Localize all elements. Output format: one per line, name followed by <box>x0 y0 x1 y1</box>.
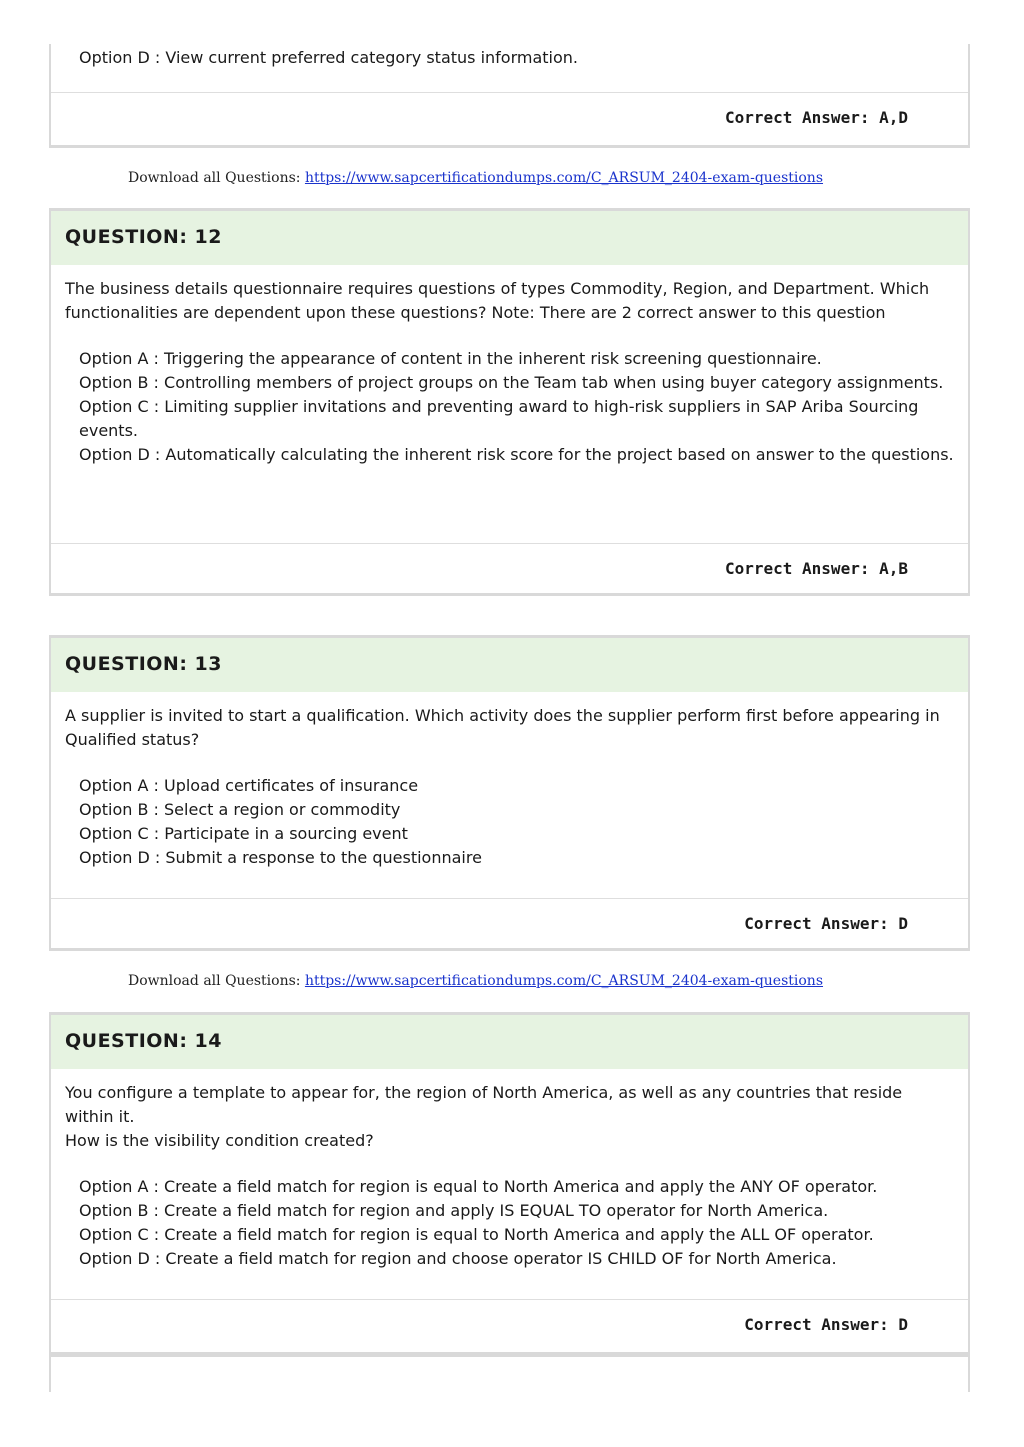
options-list <box>51 325 968 467</box>
question-title: QUESTION: 14 <box>51 1015 968 1069</box>
correct-answer: Correct Answer: A,B <box>724 559 908 578</box>
option-c: Option C : Limiting supplier invitations and preventing award to high-risk suppliers in SAP Ariba Sourcing events. <box>79 397 919 440</box>
option-d: Option D : Create a field match for region and choose operator IS CHILD OF for North America. <box>79 1249 837 1268</box>
option-d: Option D : Automatically calculating the inherent risk score for the project based on answer to the questions. <box>79 445 954 464</box>
correct-answer: Correct Answer: D <box>744 914 908 933</box>
question-text-line: How is the visibility condition created? <box>65 1131 374 1150</box>
download-label: Download all Questions: <box>128 170 301 186</box>
correct-answer: Correct Answer: A,D <box>724 108 908 127</box>
option-a: Option A : Triggering the appearance of content in the inherent risk screening questionnaire. <box>79 349 822 368</box>
correct-answer: Correct Answer: D <box>744 1315 908 1334</box>
download-label: Download all Questions: <box>128 973 301 989</box>
option-d: Option D : View current preferred category status information. <box>79 48 579 67</box>
question-card-next <box>49 1352 970 1392</box>
question-card-14 <box>49 1012 970 1356</box>
divider <box>51 543 968 544</box>
question-11-fragment <box>49 44 970 148</box>
option-a: Option A : Create a field match for region is equal to North America and apply the ANY OF operator. <box>79 1177 878 1196</box>
question-card-12 <box>49 208 970 596</box>
option-b: Option B : Controlling members of project groups on the Team tab when using buyer category assignments. <box>79 373 944 392</box>
divider <box>51 92 968 93</box>
download-link[interactable]: https://www.sapcertificationdumps.com/C_ARSUM_2404-exam-questions <box>304 170 824 186</box>
question-title: QUESTION: 12 <box>51 211 968 265</box>
question-text-line: You configure a template to appear for, the region of North America, as well as any countries that reside within it. <box>65 1083 903 1126</box>
question-card-13 <box>49 635 970 951</box>
option-b: Option B : Create a field match for region and apply IS EQUAL TO operator for North America. <box>79 1201 829 1220</box>
question-text: A supplier is invited to start a qualification. Which activity does the supplier perform first before appearing in Qualified status? <box>65 706 940 749</box>
options-list <box>51 1153 968 1271</box>
option-a: Option A : Upload certificates of insurance <box>79 776 419 795</box>
option-c: Option C : Participate in a sourcing event <box>79 824 408 843</box>
divider <box>51 1299 968 1300</box>
question-title: QUESTION: 13 <box>51 638 968 692</box>
option-d: Option D : Submit a response to the questionnaire <box>79 848 482 867</box>
question-text: The business details questionnaire requires questions of types Commodity, Region, and Department. Which functionalities are dependent upon these questions? Note: There are 2 correct answer to this question <box>65 279 930 322</box>
option-c: Option C : Create a field match for region is equal to North America and apply the ALL OF operator. <box>79 1225 874 1244</box>
download-link[interactable]: https://www.sapcertificationdumps.com/C_ARSUM_2404-exam-questions <box>304 973 824 989</box>
question-text <box>51 1069 968 1153</box>
download-line <box>128 170 823 186</box>
option-b: Option B : Select a region or commodity <box>79 800 401 819</box>
divider <box>51 898 968 899</box>
download-line <box>128 973 823 989</box>
options-list <box>51 752 968 870</box>
